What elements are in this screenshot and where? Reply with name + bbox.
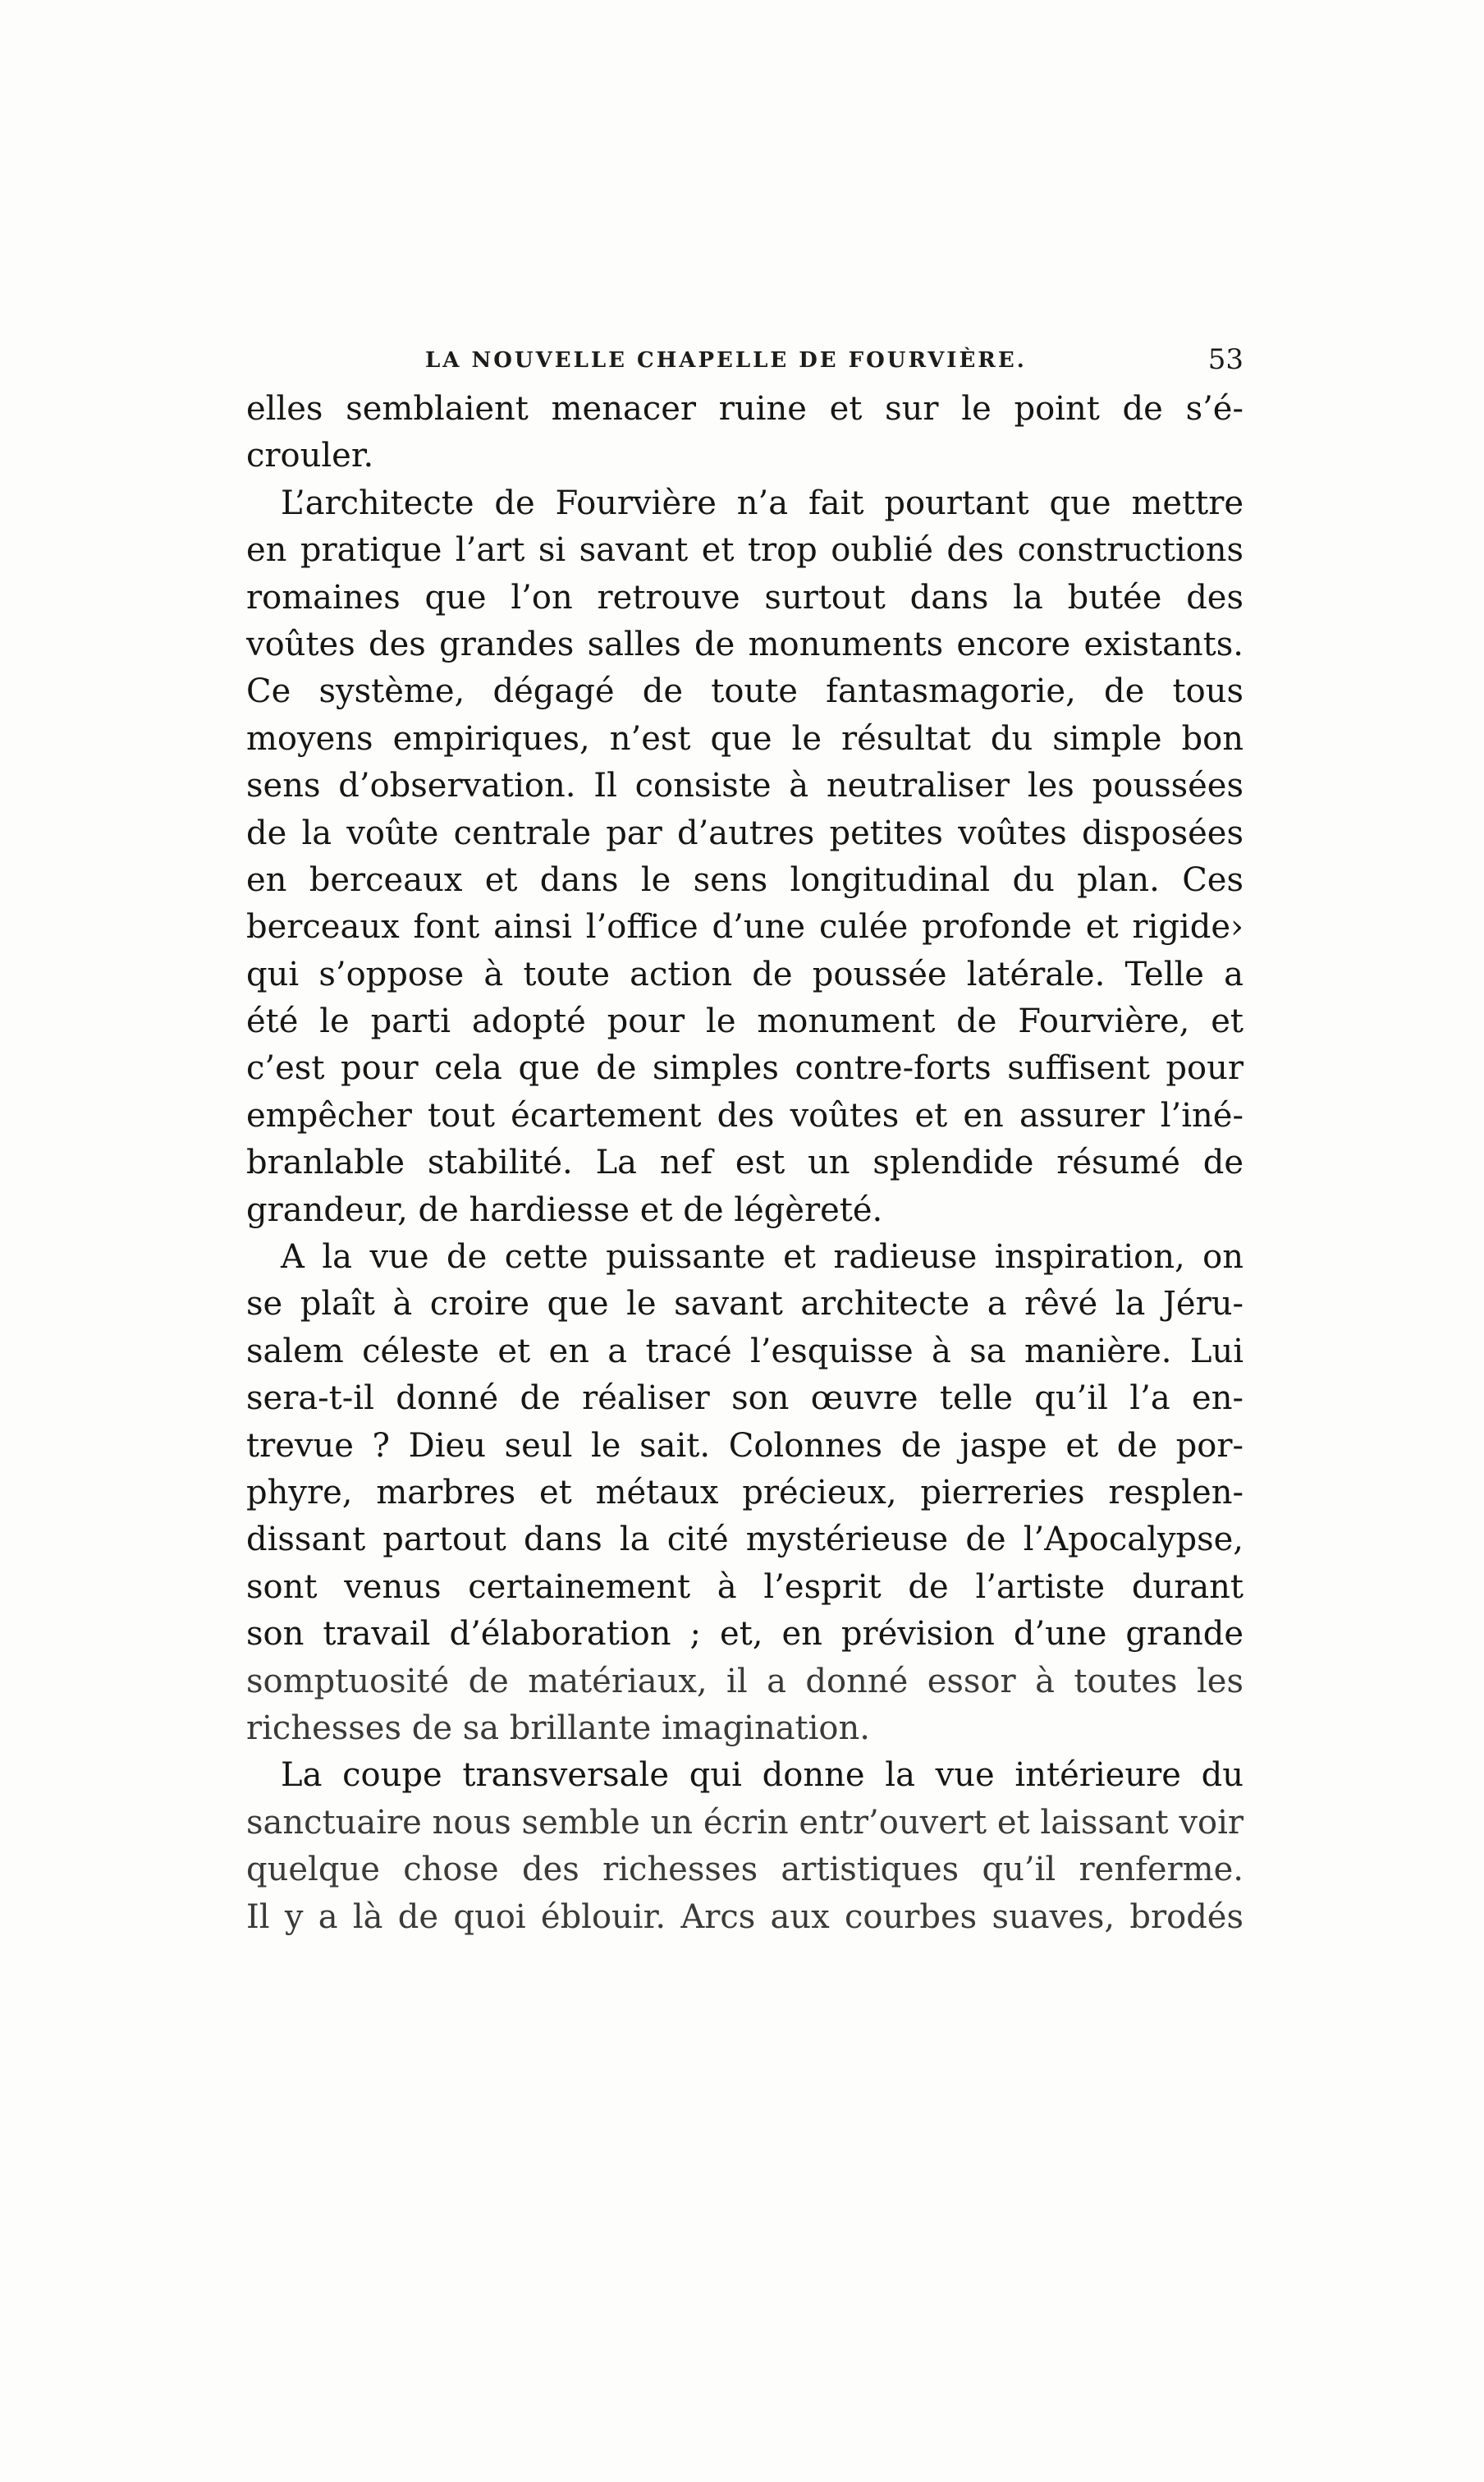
- text-line: sanctuaire nous semble un écrin entr’ouvert et laissant voir: [246, 1803, 1244, 1842]
- text-line: moyens empiriques, n’est que le résultat du simple bon: [246, 719, 1244, 758]
- text-line: Ce système, dégagé de toute fantasmagorie, de tous: [246, 672, 1244, 711]
- text-line: voûtes des grandes salles de monuments encore existants.: [246, 625, 1244, 663]
- text-line: de la voûte centrale par d’autres petites voûtes disposées: [246, 814, 1244, 852]
- text-line: Il y a là de quoi éblouir. Arcs aux courbes suaves, brodés: [246, 1897, 1244, 1936]
- text-line: elles semblaient menacer ruine et sur le point de s’é-: [246, 390, 1244, 428]
- text-line: La coupe transversale qui donne la vue intérieure du: [281, 1756, 1244, 1795]
- text-line: en berceaux et dans le sens longitudinal du plan. Ces: [246, 860, 1244, 899]
- text-line: richesses de sa brillante imagination.: [246, 1709, 870, 1747]
- text-line: grandeur, de hardiesse et de légèreté.: [246, 1191, 883, 1229]
- text-line: trevue ? Dieu seul le sait. Colonnes de jaspe et de por-: [246, 1426, 1244, 1465]
- text-line: se plaît à croire que le savant architecte a rêvé la Jéru-: [246, 1285, 1244, 1324]
- paragraph: [246, 1752, 1244, 1941]
- text-line: sera-t-il donné de réaliser son œuvre telle qu’il l’a en-: [246, 1379, 1244, 1418]
- text-line: quelque chose des richesses artistiques qu’il renferme.: [246, 1851, 1244, 1889]
- text-line: qui s’oppose à toute action de poussée latérale. Telle a: [246, 955, 1244, 993]
- text-line: phyre, marbres et métaux précieux, pierreries resplen-: [246, 1473, 1244, 1512]
- paragraph: [246, 386, 1244, 480]
- text-line: romaines que l’on retrouve surtout dans la butée des: [246, 578, 1244, 617]
- paragraph: [246, 1234, 1244, 1752]
- text-line: son travail d’élaboration ; et, en prévision d’une grande: [246, 1615, 1244, 1654]
- body-text: [246, 386, 1244, 1941]
- text-line: salem céleste et en a tracé l’esquisse à sa manière. Lui: [246, 1332, 1244, 1370]
- page-number: 53: [1207, 343, 1244, 376]
- paragraph: [246, 480, 1244, 1234]
- text-line: berceaux font ainsi l’office d’une culée profonde et rigide›: [246, 908, 1244, 947]
- text-line: sont venus certainement à l’esprit de l’artiste durant: [246, 1567, 1244, 1606]
- page-header: [246, 343, 1244, 384]
- text-line: L’architecte de Fourvière n’a fait pourtant que mettre: [281, 484, 1244, 522]
- text-line: somptuosité de matériaux, il a donné essor à toutes les: [246, 1662, 1244, 1700]
- text-line: c’est pour cela que de simples contre-forts suffisent pour: [246, 1049, 1244, 1088]
- text-line: A la vue de cette puissante et radieuse inspiration, on: [281, 1238, 1244, 1277]
- text-line: dissant partout dans la cité mystérieuse de l’Apocalypse,: [246, 1521, 1244, 1559]
- text-line: empêcher tout écartement des voûtes et en assurer l’iné-: [246, 1096, 1244, 1135]
- text-line: été le parti adopté pour le monument de Fourvière, et: [246, 1002, 1244, 1041]
- text-line: sens d’observation. Il consiste à neutraliser les poussées: [246, 767, 1244, 805]
- text-line: en pratique l’art si savant et trop oublié des constructions: [246, 531, 1244, 570]
- running-head: LA NOUVELLE CHAPELLE DE FOURVIÈRE.: [425, 348, 1027, 373]
- text-line: crouler.: [246, 437, 374, 475]
- text-line: branlable stabilité. La nef est un splendide résumé de: [246, 1144, 1244, 1182]
